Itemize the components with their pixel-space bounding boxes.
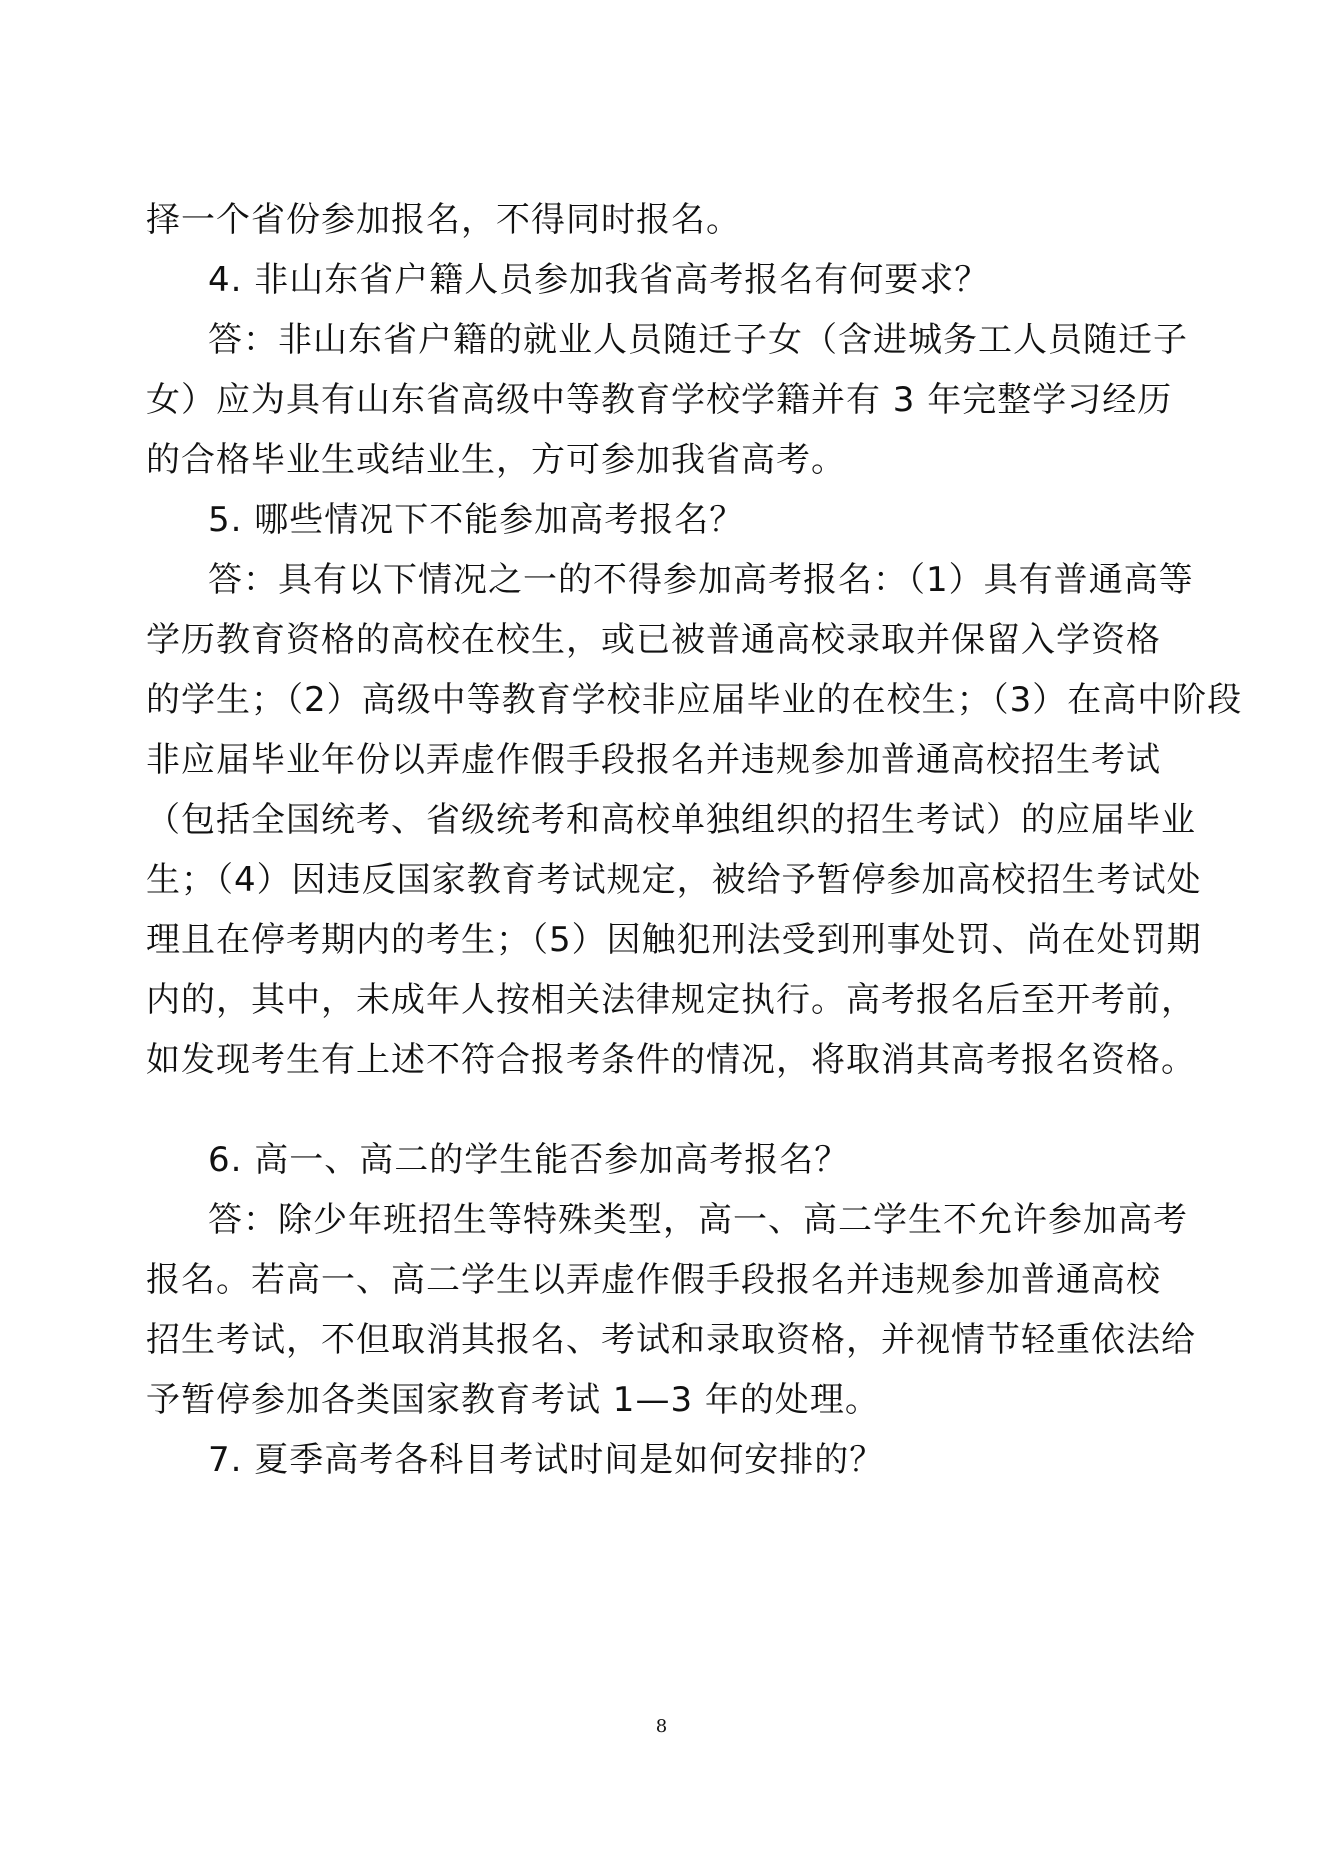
answer-6-line: 报名。若高一、高二学生以弄虚作假手段报名并违规参加普通高校 (146, 1260, 1161, 1300)
answer-5-line: （包括全国统考、省级统考和高校单独组织的招生考试）的应届毕业 (146, 800, 1196, 840)
answer-4-line: 的合格毕业生或结业生，方可参加我省高考。 (146, 440, 846, 480)
answer-4-line: 女）应为具有山东省高级中等教育学校学籍并有 3 年完整学习经历 (146, 380, 1173, 420)
question-6-heading: 6. 高一、高二的学生能否参加高考报名？ (208, 1140, 850, 1180)
answer-6-line: 招生考试，不但取消其报名、考试和录取资格，并视情节轻重依法给 (146, 1320, 1196, 1360)
answer-4-line: 答：非山东省户籍的就业人员随迁子女（含进城务工人员随迁子 (208, 320, 1188, 360)
answer-5-line: 非应届毕业年份以弄虚作假手段报名并违规参加普通高校招生考试 (146, 740, 1161, 780)
answer-6-line: 答：除少年班招生等特殊类型，高一、高二学生不允许参加高考 (208, 1200, 1188, 1240)
answer-5-line: 的学生；（2）高级中等教育学校非应届毕业的在校生；（3）在高中阶段 (146, 680, 1243, 720)
answer-6-line: 予暂停参加各类国家教育考试 1—3 年的处理。 (146, 1380, 880, 1420)
answer-5-line: 答：具有以下情况之一的不得参加高考报名：（1）具有普通高等 (208, 560, 1194, 600)
question-4-heading: 4. 非山东省户籍人员参加我省高考报名有何要求？ (208, 260, 990, 300)
question-5-heading: 5. 哪些情况下不能参加高考报名？ (208, 500, 745, 540)
answer-5-line: 如发现考生有上述不符合报考条件的情况，将取消其高考报名资格。 (146, 1040, 1196, 1080)
page-number: 8 (655, 1716, 668, 1737)
answer-5-line: 理且在停考期内的考生；（5）因触犯刑法受到刑事处罚、尚在处罚期 (146, 920, 1202, 960)
question-7-heading: 7. 夏季高考各科目考试时间是如何安排的？ (208, 1440, 885, 1480)
answer-5-line: 内的，其中，未成年人按相关法律规定执行。高考报名后至开考前， (146, 980, 1196, 1020)
answer-5-line: 学历教育资格的高校在校生，或已被普通高校录取并保留入学资格 (146, 620, 1161, 660)
answer-5-line: 生；（4）因违反国家教育考试规定，被给予暂停参加高校招生考试处 (146, 860, 1202, 900)
text-line: 择一个省份参加报名，不得同时报名。 (146, 200, 741, 240)
